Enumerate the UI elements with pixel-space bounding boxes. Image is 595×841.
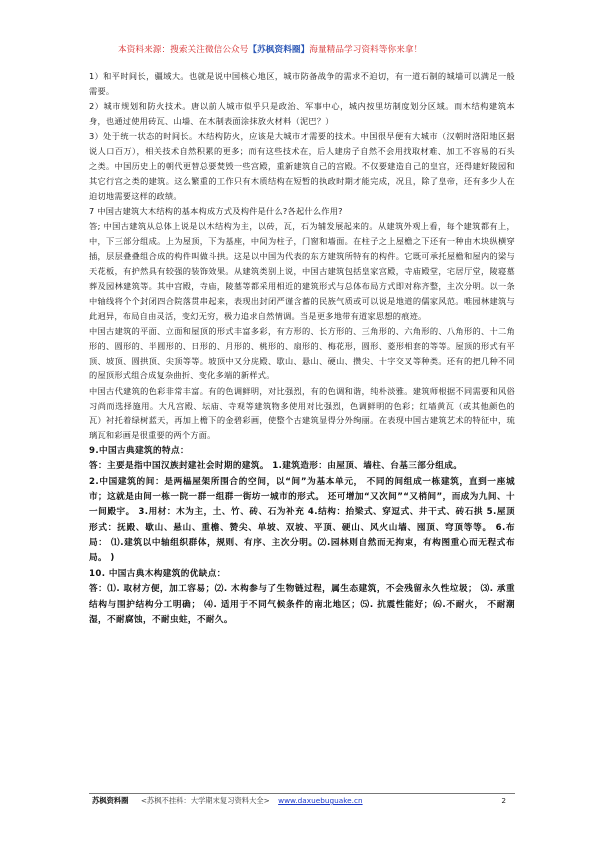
question-7: 7 中国古建筑大木结构的基本构成方式及构件是什么?各起什么作用? — [89, 206, 343, 217]
banner-brand: 【苏枫资料圈】 — [248, 45, 310, 55]
paragraph-3: 3）处于统一状态的时间长。木结构防火，应该是大城市才需要的技术。中国很早便有大城市（汉朝时洛阳地区据说人口百万），相关技术自然积累的更多；而有这些技术在，后人建房子自然不会用找取材难、加工不容易的石头之类。中国历史上的朝代更替总要焚毁一些宫殿，重新建筑自己的宫殿。不仅要建造自己的皇宫，还得建好陵园和其它行宫之类的建筑。这么繁重的工作只有木质结构在短暂的执政时期才能完成，况且，除了皇帝，还有多少人在迫切地需要这样的政绩。 — [89, 131, 515, 201]
answer-7: 答; 中国古建筑从总体上说是以木结构为主，以砖，瓦，石为辅发展起来的。从建筑外观上看，每个建筑都有上，中，下三部分组成。上为屋顶，下为基座，中间为柱子，门窗和墙面。在柱子之上屋檐之下还有一种由木块纵横穿插，层层叠叠组合成的构件叫做斗拱。这是以中国为代表的东方建筑所特有的构件。它既可承托屋檐和屋内的梁与天花板，有护然具有较强的装饰效果。从建筑类别上说，中国古建筑包括皇家宫殿，寺庙殿堂，宅居厅堂，陵寝墓葬及园林建筑等。其中宫殿，寺庙，陵墓等都采用相近的建筑形式与总体布局方式即对称齐整，主次分明。以一条中轴线将个个封闭四合院落贯串起来，表现出封闭严谨含蓄的民族气质或可以说是地道的儒家风范。唯园林建筑与此迥异，布局自由灵活，变幻无穷，极力追求自然情调。当是更多地带有道家思想的痕迹。 — [89, 221, 515, 321]
page-footer — [92, 796, 512, 806]
paragraph-colors: 中国古代建筑的色彩非常丰富。有的色调鲜明，对比强烈，有的色调和谐，纯朴淡雅。建筑师根据不同需要和风俗习尚而选择施用。大凡宫殿、坛庙、寺观等建筑物多使用对比强烈，色调鲜明的色彩；红墙黄瓦（或其他颜色的瓦）衬托着绿树蓝天，再加上檐下的金碧彩画，使整个古建筑显得分外绚丽。在表现中国古建筑艺术的特征中，琉璃瓦和彩画是很重要的两个方面。 — [89, 385, 515, 441]
footer-description: <苏枫不挂科：大学期末复习资料大全> — [140, 796, 270, 805]
footer-brand: 苏枫资料圈 — [92, 796, 129, 805]
footer-divider — [89, 793, 515, 794]
paragraph-roof-forms: 中国古建筑的平面、立面和屋顶的形式丰富多彩，有方形的、长方形的、三角形的、六角形的、八角形的、十二角形的、圆形的、半圆形的、日形的、月形的、桃形的、扇形的、梅花形，圆形、菱形相套的等等。屋顶的形式有平顶、坡顶、圆拱顶、尖顶等等。坡顶中又分庑殿、歇山、悬山、硬山、攒尖、十字交叉等种类。还有的把几种不同的屋顶形式组合成复杂曲折、变化多端的新样式。 — [89, 325, 515, 381]
banner-prefix: 本资料来源：搜索关注微信公众号 — [118, 45, 249, 55]
footer-link[interactable]: www.daxuebuguake.cn — [278, 796, 363, 805]
answer-10: 答：⑴. 取材方便，加工容易；⑵. 木构参与了生物链过程，属生态建筑，不会残留永久性垃圾； ⑶. 承重结构与围护结构分工明确； ⑷. 适用于不同气候条件的南北地区；⑸. 抗震性能好；⑹.不耐火， 不耐潮湿，不耐腐蚀，不耐虫蛀，不耐久。 — [89, 584, 515, 625]
source-banner — [118, 43, 498, 55]
paragraph-2: 2）城市规划和防火技术。唐以前人城市似乎只是政治、军事中心，城内按里坊制度划分区域。而木结构建筑本身，也通过使用砖瓦、山墙、在木制表面涂抹放火材料（泥巴？） — [89, 101, 515, 127]
document-body — [89, 69, 515, 629]
answer-9-part-2: 2.中国建筑的间：是两榀屋架所围合的空间，以“间”为基本单元， 不同的间组成一栋建筑，直到一座城市；这就是由间一栋一院一群一组群一街坊一城市的形式。 还可增加“又次间”“又梢间”，而成为九间、十一间殿宇。 3.用材：木为主，土、竹、砖、石为补充 4.结构：抬梁式、穿逗式、井干式、砖石拱 5.屋顶形式：抚殿、歇山、悬山、重檐、赞尖、单坡、双坡、平顶、硬山、风火山墙、囤顶、穹顶等等。 6.布局： ⑴.建筑以中轴组织群体，规则、有序、主次分明。⑵.园林则自然而无拘束，有构图重心而无程式布局。 ) — [89, 477, 515, 564]
banner-suffix: 海量精品学习资料等你来拿！ — [309, 45, 423, 55]
answer-9-part-1: 答：主要是指中国汉族封建社会时期的建筑。 1.建筑造形：由屋顶、墙柱、台基三部分组成。 — [89, 461, 463, 472]
page-number: 2 — [501, 796, 506, 805]
question-10: 10. 中国古典木构建筑的优缺点： — [89, 568, 226, 579]
question-9: 9.中国古典建筑的特点： — [89, 445, 189, 456]
paragraph-1: 1）和平时间长，疆域大。也就是说中国核心地区，城市防备战争的需求不迫切，有一道石制的城墙可以满足一般需要。 — [89, 71, 515, 96]
